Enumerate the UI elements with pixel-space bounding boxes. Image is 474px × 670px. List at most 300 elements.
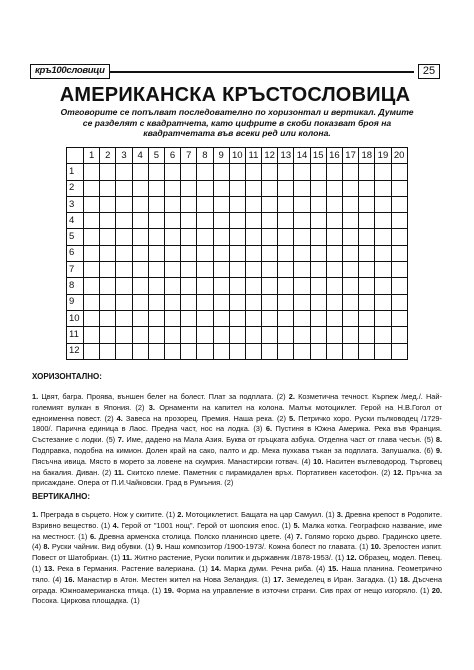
grid-cell[interactable]	[262, 180, 278, 196]
grid-cell[interactable]	[245, 310, 261, 326]
grid-cell[interactable]	[132, 229, 148, 245]
grid-cell[interactable]	[213, 196, 229, 212]
clue-number: 6.	[89, 531, 97, 541]
grid-cell[interactable]	[245, 278, 261, 294]
grid-cell[interactable]	[375, 196, 391, 212]
clue-number: 7.	[296, 531, 303, 541]
grid-cell[interactable]	[310, 164, 326, 180]
grid-cell[interactable]	[326, 229, 342, 245]
clue-number: 9.	[156, 542, 163, 552]
row-number: 2	[67, 180, 84, 196]
grid-cell[interactable]	[197, 278, 213, 294]
grid-cell[interactable]	[100, 343, 116, 359]
grid-cell[interactable]	[84, 294, 100, 310]
grid-cell[interactable]	[375, 294, 391, 310]
grid-cell[interactable]	[132, 180, 148, 196]
grid-cell[interactable]	[278, 343, 294, 359]
grid-cell[interactable]	[359, 262, 375, 278]
grid-cell[interactable]	[181, 180, 197, 196]
grid-cell[interactable]	[229, 164, 245, 180]
grid-cell[interactable]	[213, 310, 229, 326]
clue-number: 2.	[288, 392, 295, 401]
grid-cell[interactable]	[164, 262, 180, 278]
column-number: 17	[343, 148, 359, 164]
grid-cell[interactable]	[164, 327, 180, 343]
grid-cell[interactable]	[148, 327, 164, 343]
column-number: 8	[197, 148, 213, 164]
grid-cell[interactable]	[391, 343, 407, 359]
grid-cell[interactable]	[132, 196, 148, 212]
grid-cell[interactable]	[197, 180, 213, 196]
grid-cell[interactable]	[262, 245, 278, 261]
grid-cell[interactable]	[359, 294, 375, 310]
grid-cell[interactable]	[100, 213, 116, 229]
grid-cell[interactable]	[100, 310, 116, 326]
grid-cell[interactable]	[391, 327, 407, 343]
grid-cell[interactable]	[181, 245, 197, 261]
grid-cell[interactable]	[148, 310, 164, 326]
row-number: 7	[67, 262, 84, 278]
page-number: 25	[418, 64, 440, 79]
grid-cell[interactable]	[213, 229, 229, 245]
grid-cell[interactable]	[375, 327, 391, 343]
grid-cell[interactable]	[197, 245, 213, 261]
column-number: 11	[245, 148, 261, 164]
grid-cell[interactable]	[326, 164, 342, 180]
grid-cell[interactable]	[326, 180, 342, 196]
grid-cell[interactable]	[100, 245, 116, 261]
grid-cell[interactable]	[343, 164, 359, 180]
grid-cell[interactable]	[116, 327, 132, 343]
grid-cell[interactable]	[116, 294, 132, 310]
grid-cell[interactable]	[84, 278, 100, 294]
grid-cell[interactable]	[391, 262, 407, 278]
grid-cell[interactable]	[359, 245, 375, 261]
grid-cell[interactable]	[326, 196, 342, 212]
page-header	[30, 64, 440, 79]
row-number: 12	[67, 343, 84, 359]
grid-cell[interactable]	[164, 294, 180, 310]
grid-cell[interactable]	[116, 310, 132, 326]
grid-cell[interactable]	[294, 327, 310, 343]
grid-cell[interactable]	[391, 229, 407, 245]
grid-cell[interactable]	[310, 229, 326, 245]
grid-cell[interactable]	[164, 180, 180, 196]
horizontal-clues: 1. Цвят, багра. Проява, външен белег на болест. Плат за подплата. (2) 2. Козметична течност. Кърпеж /мед./. Най-големият вулкан в Япония. (2) 3. Орнаменти на капител на колона. Малък мотоциклет. Герой на Н.В.Гогол от едноименна повест. (2) 4. Завеса на прозорец. Премия. Наша река. (2) 5. Петричко хоро. Руски пълководец /1729-1800/. Парична единица в Лаос. Предна част, нос на лодка. (3) 6. Пустиня в Южна Америка. Река във Франция. Състезание с лодки. (5) 7. Име, дадено на Мала Азия. Буква от гръцката азбука. Отделна част от глава чесън. (5) 8. Подправка, подобна на кимион. Долен край на сако, палто и др. Мека пухкава тъкан за подплата. Запушалка. (6) 9. Пясъчна ивица. Място в морето за ловене на скумрия. Манастирски готвач. (4) 10. Наситен въглеводород. Търговец на бакалия. Диван. (2) 11. Скитско племе. Паметник с пирамидален връх. Портативен касетофон. (2) 12. Пръчка за присаждане. Опера от П.И.Чайковски. Град в Румъния. (2)	[32, 392, 443, 488]
clue-number: 17.	[273, 574, 284, 584]
grid-cell[interactable]	[391, 180, 407, 196]
grid-cell[interactable]	[84, 245, 100, 261]
grid-cell[interactable]	[213, 262, 229, 278]
grid-cell[interactable]	[310, 278, 326, 294]
grid-cell[interactable]	[294, 164, 310, 180]
column-number: 2	[100, 148, 116, 164]
grid-cell[interactable]	[245, 196, 261, 212]
grid-cell[interactable]	[148, 213, 164, 229]
grid-cell[interactable]	[100, 327, 116, 343]
grid-cell[interactable]	[84, 327, 100, 343]
grid-cell[interactable]	[294, 294, 310, 310]
grid-cell[interactable]	[310, 245, 326, 261]
row-number: 1	[67, 164, 84, 180]
clue-number: 6.	[265, 424, 273, 434]
grid-cell[interactable]	[262, 294, 278, 310]
grid-cell[interactable]	[213, 180, 229, 196]
clue-number: 3.	[336, 510, 343, 519]
grid-cell[interactable]	[245, 343, 261, 359]
grid-cell[interactable]	[343, 245, 359, 261]
grid-cell[interactable]	[294, 196, 310, 212]
grid-cell[interactable]	[213, 278, 229, 294]
clue-number: 12.	[393, 467, 404, 477]
grid-cell[interactable]	[343, 310, 359, 326]
instructions: Отговорите се попълват последователно по хоризонтал и вертикал. Думите се разделят с квадратчета, като цифрите в скоби показват броя на квадратчетата във всеки ред или колона.	[60, 107, 414, 138]
grid-cell[interactable]	[375, 262, 391, 278]
column-number: 14	[294, 148, 310, 164]
row-number: 3	[67, 196, 84, 212]
grid-cell[interactable]	[197, 262, 213, 278]
grid-cell[interactable]	[326, 343, 342, 359]
grid-cell[interactable]	[359, 343, 375, 359]
grid-cell[interactable]	[229, 294, 245, 310]
grid-cell[interactable]	[245, 164, 261, 180]
grid-cell[interactable]	[262, 196, 278, 212]
grid-cell[interactable]	[116, 343, 132, 359]
grid-cell[interactable]	[84, 196, 100, 212]
grid-cell[interactable]	[359, 229, 375, 245]
grid-cell[interactable]	[310, 213, 326, 229]
clue-number: 19.	[163, 585, 174, 595]
grid-cell[interactable]	[181, 278, 197, 294]
grid-cell[interactable]	[197, 310, 213, 326]
grid-cell[interactable]	[294, 245, 310, 261]
grid-cell[interactable]	[100, 278, 116, 294]
grid-cell[interactable]	[164, 196, 180, 212]
clue-number: 10.	[370, 542, 381, 552]
grid-cell[interactable]	[375, 245, 391, 261]
grid-cell[interactable]	[229, 213, 245, 229]
grid-cell[interactable]	[116, 196, 132, 212]
grid-cell[interactable]	[132, 278, 148, 294]
clue-number: 8.	[43, 542, 50, 552]
grid-cell[interactable]	[181, 229, 197, 245]
grid-cell[interactable]	[326, 294, 342, 310]
grid-cell[interactable]	[245, 213, 261, 229]
grid-cell[interactable]	[116, 245, 132, 261]
grid-cell[interactable]	[84, 164, 100, 180]
grid-cell[interactable]	[359, 180, 375, 196]
grid-cell[interactable]	[294, 278, 310, 294]
grid-cell[interactable]	[197, 164, 213, 180]
grid-cell[interactable]	[310, 343, 326, 359]
grid-cell[interactable]	[278, 294, 294, 310]
grid-cell[interactable]	[116, 164, 132, 180]
grid-cell[interactable]	[343, 196, 359, 212]
grid-cell[interactable]	[84, 213, 100, 229]
grid-cell[interactable]	[326, 278, 342, 294]
grid-cell[interactable]	[84, 229, 100, 245]
grid-cell[interactable]	[262, 213, 278, 229]
grid-cell[interactable]	[294, 343, 310, 359]
grid-cell[interactable]	[148, 262, 164, 278]
grid-cell[interactable]	[148, 229, 164, 245]
grid-cell[interactable]	[278, 327, 294, 343]
grid-cell[interactable]	[278, 245, 294, 261]
grid-cell[interactable]	[148, 245, 164, 261]
grid-cell[interactable]	[100, 262, 116, 278]
grid-cell[interactable]	[181, 196, 197, 212]
grid-cell[interactable]	[391, 294, 407, 310]
grid-cell[interactable]	[116, 278, 132, 294]
grid-cell[interactable]	[116, 262, 132, 278]
grid-cell[interactable]	[181, 164, 197, 180]
grid-cell[interactable]	[343, 180, 359, 196]
grid-cell[interactable]	[359, 327, 375, 343]
grid-cell[interactable]	[343, 343, 359, 359]
grid-cell[interactable]	[375, 213, 391, 229]
column-number: 7	[181, 148, 197, 164]
grid-cell[interactable]	[343, 262, 359, 278]
grid-cell[interactable]	[84, 180, 100, 196]
grid-cell[interactable]	[197, 229, 213, 245]
grid-cell[interactable]	[164, 213, 180, 229]
grid-cell[interactable]	[245, 180, 261, 196]
grid-cell[interactable]	[148, 278, 164, 294]
grid-cell[interactable]	[132, 294, 148, 310]
magazine-logo: кръ100словици	[30, 64, 110, 79]
grid-cell[interactable]	[213, 245, 229, 261]
clue-number: 12.	[346, 553, 357, 563]
column-number: 5	[148, 148, 164, 164]
grid-cell[interactable]	[359, 164, 375, 180]
grid-cell[interactable]	[116, 180, 132, 196]
horizontal-heading: ХОРИЗОНТАЛНО:	[32, 372, 102, 381]
grid-cell[interactable]	[262, 278, 278, 294]
grid-cell[interactable]	[262, 327, 278, 343]
grid-cell[interactable]	[294, 310, 310, 326]
grid-cell[interactable]	[100, 229, 116, 245]
grid-cell[interactable]	[164, 343, 180, 359]
grid-cell[interactable]	[359, 278, 375, 294]
grid-cell[interactable]	[343, 327, 359, 343]
grid-cell[interactable]	[181, 310, 197, 326]
grid-cell[interactable]	[278, 310, 294, 326]
grid-cell[interactable]	[116, 229, 132, 245]
grid-cell[interactable]	[245, 327, 261, 343]
grid-cell[interactable]	[326, 245, 342, 261]
grid-cell[interactable]	[197, 327, 213, 343]
grid-cell[interactable]	[343, 294, 359, 310]
clue-number: 4.	[112, 520, 119, 530]
row-number: 10	[67, 310, 84, 326]
grid-cell[interactable]	[181, 343, 197, 359]
grid-cell[interactable]	[375, 343, 391, 359]
grid-cell[interactable]	[343, 229, 359, 245]
grid-cell[interactable]	[197, 213, 213, 229]
grid-cell[interactable]	[84, 310, 100, 326]
grid-cell[interactable]	[245, 245, 261, 261]
grid-cell[interactable]	[197, 294, 213, 310]
grid-cell[interactable]	[262, 164, 278, 180]
grid-cell[interactable]	[229, 196, 245, 212]
column-number: 12	[262, 148, 278, 164]
grid-cell[interactable]	[132, 327, 148, 343]
grid-cell[interactable]	[181, 213, 197, 229]
grid-cell[interactable]	[164, 164, 180, 180]
grid-cell[interactable]	[278, 278, 294, 294]
grid-cell[interactable]	[326, 213, 342, 229]
grid-cell[interactable]	[294, 262, 310, 278]
grid-corner	[67, 148, 84, 164]
grid-cell[interactable]	[132, 310, 148, 326]
grid-cell[interactable]	[148, 196, 164, 212]
row-number: 6	[67, 245, 84, 261]
grid-cell[interactable]	[116, 213, 132, 229]
grid-cell[interactable]	[391, 310, 407, 326]
column-number: 13	[278, 148, 294, 164]
grid-cell[interactable]	[278, 196, 294, 212]
grid-cell[interactable]	[229, 229, 245, 245]
grid-cell[interactable]	[375, 310, 391, 326]
clue-number: 4.	[116, 413, 123, 423]
grid-cell[interactable]	[197, 343, 213, 359]
clue-number: 11.	[122, 553, 133, 563]
clue-number: 5.	[289, 413, 296, 423]
grid-cell[interactable]	[84, 343, 100, 359]
grid-cell[interactable]	[229, 245, 245, 261]
clue-number: 5.	[293, 520, 300, 530]
grid-cell[interactable]	[148, 164, 164, 180]
grid-cell[interactable]	[197, 196, 213, 212]
grid-cell[interactable]	[278, 213, 294, 229]
grid-cell[interactable]	[148, 343, 164, 359]
grid-cell[interactable]	[310, 310, 326, 326]
grid-cell[interactable]	[181, 262, 197, 278]
row-number: 5	[67, 229, 84, 245]
grid-cell[interactable]	[359, 213, 375, 229]
column-number: 9	[213, 148, 229, 164]
vertical-clues: 1. Преграда в сърцето. Нож у скитите. (1) 2. Мотоциклетист. Бащата на цар Самуил. (1) 3. Древна крепост в Родопите. Взривно вещество. (1) 4. Герой от "1001 нощ". Герой от шопския епос. (1) 5. Малка котка. Географско название, име на местност. (1) 6. Древна арменска столица. Полско планинско цвете. (4) 7. Голямо горско дърво. Градинско цвете. (4) 8. Руски чайник. Вид обувки. (1) 9. Наш композитор /1900-1973/. Кожна болест по главата. (1) 10. Зрелостен изпит. Повест от Шатобриан. (1) 11. Житно растение, Руски политик и държавник /1878-1953/. (1) 12. Образец, модел. Певец. (1) 13. Река в Германия. Растение валериана. (1) 14. Марка думи. Речна риба. (4) 15. Наша планина. Геометрично тяло. (4) 16. Манастир в Атон. Местен жител на Нова Зеландия. (1) 17. Земеделец в Иран. Загадка. (1) 18. Дъсчена ограда. Южноамериканска птица. (1) 19. Форма на управление в източни страни. Сив прах от нещо изгоряло. (1) 20. Посока. Циркова площадка. (1)	[32, 510, 443, 606]
row-number: 4	[67, 213, 84, 229]
grid-cell[interactable]	[262, 229, 278, 245]
grid-cell[interactable]	[132, 213, 148, 229]
clue-number: 11.	[114, 467, 124, 477]
grid-cell[interactable]	[278, 262, 294, 278]
row-number: 8	[67, 278, 84, 294]
grid-cell[interactable]	[359, 310, 375, 326]
grid-cell[interactable]	[229, 327, 245, 343]
grid-cell[interactable]	[391, 213, 407, 229]
grid-cell[interactable]	[100, 294, 116, 310]
column-number: 19	[375, 148, 391, 164]
grid-cell[interactable]	[181, 294, 197, 310]
grid-cell[interactable]	[391, 245, 407, 261]
clue-number: 1.	[32, 510, 39, 519]
clue-number: 9.	[435, 445, 442, 455]
row-number: 9	[67, 294, 84, 310]
grid-cell[interactable]	[132, 164, 148, 180]
grid-cell[interactable]	[359, 196, 375, 212]
grid-cell[interactable]	[343, 278, 359, 294]
clue-number: 7.	[117, 435, 124, 445]
grid-cell[interactable]	[132, 343, 148, 359]
grid-cell[interactable]	[100, 164, 116, 180]
grid-cell[interactable]	[181, 327, 197, 343]
grid-cell[interactable]	[310, 262, 326, 278]
grid-cell[interactable]	[245, 229, 261, 245]
clue-number: 14.	[210, 563, 221, 573]
grid-cell[interactable]	[164, 278, 180, 294]
grid-cell[interactable]	[213, 164, 229, 180]
grid-cell[interactable]	[375, 164, 391, 180]
grid-cell[interactable]	[262, 343, 278, 359]
column-number: 15	[310, 148, 326, 164]
grid-cell[interactable]	[229, 343, 245, 359]
grid-cell[interactable]	[294, 213, 310, 229]
grid-cell[interactable]	[262, 262, 278, 278]
grid-cell[interactable]	[375, 229, 391, 245]
grid-cell[interactable]	[245, 294, 261, 310]
grid-cell[interactable]	[229, 262, 245, 278]
grid-cell[interactable]	[326, 327, 342, 343]
grid-cell[interactable]	[391, 278, 407, 294]
grid-cell[interactable]	[213, 213, 229, 229]
grid-cell[interactable]	[391, 196, 407, 212]
grid-cell[interactable]	[164, 245, 180, 261]
grid-cell[interactable]	[229, 278, 245, 294]
grid-cell[interactable]	[164, 310, 180, 326]
grid-cell[interactable]	[84, 262, 100, 278]
grid-cell[interactable]	[213, 294, 229, 310]
column-number: 20	[391, 148, 407, 164]
grid-cell[interactable]	[294, 229, 310, 245]
grid-cell[interactable]	[310, 294, 326, 310]
grid-cell[interactable]	[375, 278, 391, 294]
grid-cell[interactable]	[278, 229, 294, 245]
grid-cell[interactable]	[245, 262, 261, 278]
clue-number: 18.	[399, 574, 410, 584]
grid-cell[interactable]	[278, 164, 294, 180]
grid-cell[interactable]	[310, 196, 326, 212]
grid-cell[interactable]	[213, 343, 229, 359]
grid-cell[interactable]	[391, 164, 407, 180]
grid-cell[interactable]	[100, 180, 116, 196]
grid-cell[interactable]	[375, 180, 391, 196]
grid-cell[interactable]	[148, 180, 164, 196]
grid-cell[interactable]	[148, 294, 164, 310]
grid-cell[interactable]	[229, 310, 245, 326]
grid-cell[interactable]	[278, 180, 294, 196]
grid-cell[interactable]	[262, 310, 278, 326]
grid-cell[interactable]	[164, 229, 180, 245]
column-number: 6	[164, 148, 180, 164]
grid-cell[interactable]	[100, 196, 116, 212]
clue-number: 15.	[328, 563, 339, 573]
grid-cell[interactable]	[310, 327, 326, 343]
grid-cell[interactable]	[343, 213, 359, 229]
grid-cell[interactable]	[326, 310, 342, 326]
grid-cell[interactable]	[213, 327, 229, 343]
grid-cell[interactable]	[310, 180, 326, 196]
grid-cell[interactable]	[326, 262, 342, 278]
row-number: 11	[67, 327, 84, 343]
grid-cell[interactable]	[229, 180, 245, 196]
vertical-heading: ВЕРТИКАЛНО:	[32, 492, 91, 501]
grid-cell[interactable]	[132, 245, 148, 261]
clue-number: 20.	[431, 585, 443, 595]
grid-cell[interactable]	[132, 262, 148, 278]
grid-cell[interactable]	[294, 180, 310, 196]
